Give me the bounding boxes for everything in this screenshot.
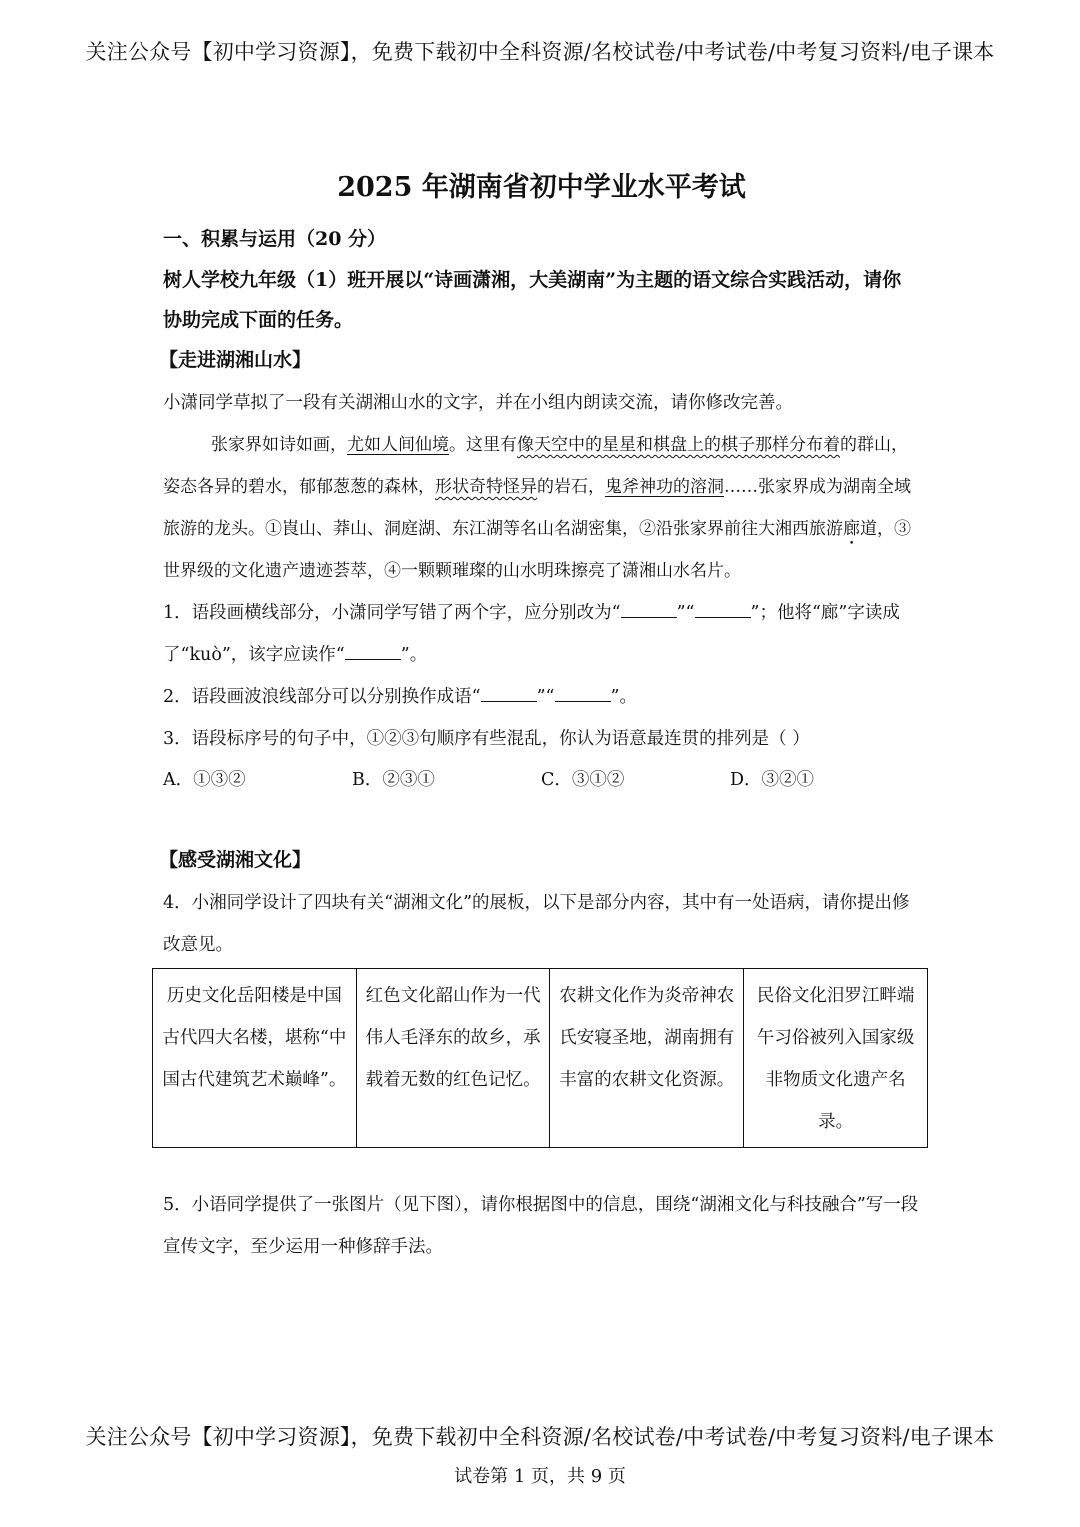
dotted-character: 廊 xyxy=(843,519,860,539)
question-5: 5．小语同学提供了一张图片（见下图），请你根据图中的信息，围绕“湖湘文化与科技融合”写一段宣传文字，至少运用一种修辞手法。 xyxy=(163,1195,919,1257)
passage xyxy=(163,424,920,592)
wavy-underlined-phrase: 形状奇特怪异 xyxy=(435,477,537,497)
question-text: ”。 xyxy=(400,645,428,665)
board-farming: 农耕文化作为炎帝神农氏安寝圣地，湖南拥有丰富的农耕文化资源。 xyxy=(550,969,744,1148)
passage-text: 的群山，姿态各异的碧水，郁郁葱葱的森林， xyxy=(163,435,908,497)
page-number: 试卷第 1 页，共 9 页 xyxy=(454,1466,626,1487)
passage-text: 道，③世界级的文化遗产遗迹荟萃，④一颗颗璀璨的山水明珠擦亮了潇湘山水名片。 xyxy=(163,519,911,581)
underlined-phrase: 尤如人间仙境 xyxy=(347,435,449,455)
passage-text: ……张家界成为湖南全域旅游的龙头。①崀山、莽山、洞庭湖、东江湖等名山名湖密集，②沿张家界前往大湘西旅游 xyxy=(163,477,911,539)
question-text: ”“ xyxy=(536,687,555,707)
passage-text: 。这里有 xyxy=(449,435,517,455)
question-1 xyxy=(163,592,920,676)
table-row xyxy=(153,969,928,1148)
question-3: 3．语段标序号的句子中，①②③句顺序有些混乱，你认为语意最连贯的排列是（ ） xyxy=(163,729,810,749)
answer-blank[interactable] xyxy=(621,599,677,618)
question-2 xyxy=(163,676,920,718)
question-text: ”。 xyxy=(610,687,637,707)
exam-title: 2025 年湖南省初中学业水平考试 xyxy=(337,172,746,203)
question-text: ”“ xyxy=(676,603,695,623)
part1-heading: 【走进湖湘山水】 xyxy=(159,349,312,371)
wavy-underlined-phrase: 像天空中的星星和棋盘上的棋子那样分布着 xyxy=(517,435,840,455)
answer-blank[interactable] xyxy=(345,641,401,660)
top-banner: 关注公众号【初中学习资源】，免费下载初中全科资源/名校试卷/中考试卷/中考复习资料/电子课本 xyxy=(85,40,995,64)
passage-text: 张家界如诗如画， xyxy=(211,435,347,455)
question-4: 4．小湘同学设计了四块有关“湖湘文化”的展板，以下是部分内容，其中有一处语病，请你提出修改意见。 xyxy=(163,893,910,955)
answer-blank[interactable] xyxy=(555,683,611,702)
section-title: 一、积累与运用（20 分） xyxy=(163,228,387,250)
option-a[interactable]: A．①③② xyxy=(163,770,246,790)
answer-blank[interactable] xyxy=(481,683,537,702)
exam-content xyxy=(159,168,920,1268)
underlined-phrase: 鬼斧神功的溶洞 xyxy=(605,477,724,497)
option-c[interactable]: C．③①② xyxy=(541,770,625,790)
option-d[interactable]: D．③②① xyxy=(730,770,815,790)
part2-heading: 【感受湖湘文化】 xyxy=(159,849,312,871)
question-text: ”；他将“廊”字读成了“kuò”，该字应读作“ xyxy=(163,603,900,665)
passage-text: 的岩石， xyxy=(537,477,605,497)
question-text: 1．语段画横线部分，小潇同学写错了两个字，应分别改为“ xyxy=(163,603,621,623)
part1-lead: 小潇同学草拟了一段有关湖湘山水的文字，并在小组内朗读交流，请你修改完善。 xyxy=(163,393,793,413)
question-text: 2．语段画波浪线部分可以分别换作成语“ xyxy=(163,687,481,707)
bottom-banner: 关注公众号【初中学习资源】，免费下载初中全科资源/名校试卷/中考试卷/中考复习资料/电子课本 xyxy=(85,1425,995,1449)
board-folk: 民俗文化汨罗江畔端午习俗被列入国家级非物质文化遗产名录。 xyxy=(744,969,928,1148)
answer-blank[interactable] xyxy=(695,599,751,618)
board-red-culture: 红色文化韶山作为一代伟人毛泽东的故乡，承载着无数的红色记忆。 xyxy=(356,969,550,1148)
option-b[interactable]: B．②③① xyxy=(352,770,435,790)
board-history: 历史文化岳阳楼是中国古代四大名楼，堪称“中国古代建筑艺术巅峰”。 xyxy=(153,969,357,1148)
question-3-options xyxy=(163,760,920,800)
section-intro: 树人学校九年级（1）班开展以“诗画潇湘，大美湖南”为主题的语文综合实践活动，请你协助完成下面的任务。 xyxy=(163,269,902,331)
exhibition-boards-table xyxy=(152,968,928,1148)
